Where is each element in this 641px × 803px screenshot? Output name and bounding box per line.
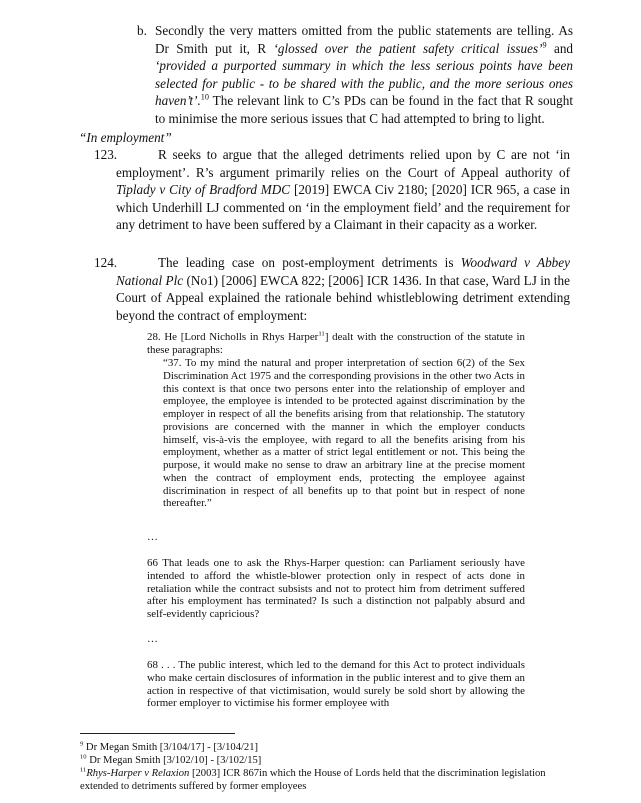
para-124-text-1: The leading case on post-employment detriments is (158, 255, 461, 270)
footnote-ref-11[interactable]: 11 (318, 330, 325, 338)
para-b-text-3: The relevant link to C’s PDs can be found in the fact that R sought to minimise the more serious issues that C had attempted to bring to light. (155, 93, 573, 126)
quote-para-66: 66 That leads one to ask the Rhys-Harper question: can Parliament seriously have intended to afford the whistle-blower protection only in respect of acts done in retaliation while the contract subsists and not to protect him from detriment suffered after his employment has terminated? Is such a distinction not palpably absurd and self-evidently capricious? (147, 557, 525, 620)
para-123-number: 123. (94, 147, 118, 162)
footnote-11-text: [2003] ICR 867in which the House of Lords held that the discrimination legislation extended to detriments suffered by former employees (80, 768, 546, 793)
footnote-ref-9[interactable]: 9 (542, 40, 547, 50)
para-b-text-1: Secondly the very matters omitted from the public statements are telling. As Dr Smith put it, R (155, 23, 573, 56)
quote-28-rest: ] dealt with the construction of the statute in these paragraphs: (147, 331, 525, 356)
para-b-quote-1: ‘glossed over the patient safety critical issues’ (273, 40, 543, 56)
footnote-11-number: 11 (80, 766, 87, 774)
quote-ellipsis-2: … (147, 633, 158, 645)
para-124-text-2: (No1) [2006] EWCA 822; [2006] ICR 1436. In that case, Ward LJ in the Court of Appeal explained the rationale behind whistleblowing detriment extending beyond the contract of employment: (116, 272, 570, 323)
footnote-10-number: 10 (80, 753, 87, 761)
para-b-text (155, 22, 573, 128)
footnote-separator (80, 733, 235, 734)
footnote-11-case: Rhys-Harper v Relaxion (86, 768, 190, 779)
para-123-text-2: [2019] EWCA Civ 2180; [2020] ICR 965, a case in which Underhill LJ commented on ‘in the employment field’ and the requirement for any detriment to have been suffered by a Claimant in their capacity as a worker. (116, 182, 570, 233)
para-123-text (116, 146, 570, 234)
quote-para-37: “37. To my mind the natural and proper interpretation of section 6(2) of the Sex Discrimination Act 1975 and the corresponding provisions in the other two Acts in this context is that once two persons enter into the relationship of employer and employee, the employee is intended to be protected against discrimination by the employer in respect of all the benefits arising from that relationship. The statutory provisions are concerned with the manner in which the employer conducts himself, vis-à-vis the employee, with regard to all the benefits arising from his employment, whether as a matter of strict legal entitlement or not. This being the purpose, it would make no sense to draw an arbitrary line at the precise moment when the contract of employment ends, protecting the employee against discrimination in respect of all benefits up to that point but in respect of none thereafter.” (163, 357, 525, 510)
quote-ellipsis-1: … (147, 531, 158, 543)
footnote-11 (80, 767, 560, 793)
case-name-tiplady: Tiplady v City of Bradford MDC (116, 182, 291, 198)
para-b-quote-2: ‘provided a purported summary in which the less serious points have been selected for public - to be shared with the public, and the more serious ones haven’t’. (155, 58, 573, 109)
footnote-10-text: Dr Megan Smith [3/102/10] - [3/102/15] (86, 755, 262, 766)
para-124-text (116, 254, 570, 324)
footnote-10 (80, 754, 560, 767)
quote-28-intro: 28. He [Lord Nicholls in Rhys Harper (147, 331, 319, 343)
footnote-9 (80, 741, 560, 754)
footnote-9-text: Dr Megan Smith [3/104/17] - [3/104/21] (83, 742, 259, 753)
case-name-woodward: Woodward v Abbey National Plc (116, 255, 570, 288)
footnote-9-number: 9 (80, 740, 84, 748)
para-124-number: 124. (94, 255, 118, 270)
footnote-ref-10[interactable]: 10 (200, 92, 209, 102)
para-b-label: b. (137, 23, 147, 38)
section-heading: “In employment” (79, 130, 172, 145)
quote-para-68: 68 . . . The public interest, which led to the demand for this Act to protect individuals who make certain disclosures of information in the public interest and to give them an action in respective of that victimisation, would surely be sold short by allowing the former employer to victimise his former employee with (147, 659, 525, 710)
quote-para-28 (147, 331, 525, 357)
para-123-text-1: R seeks to argue that the alleged detriments relied upon by C are not ‘in employment’. R’s argument primarily relies on the Court of Appeal authority of (116, 147, 570, 180)
para-b-text-2: and (546, 40, 574, 56)
